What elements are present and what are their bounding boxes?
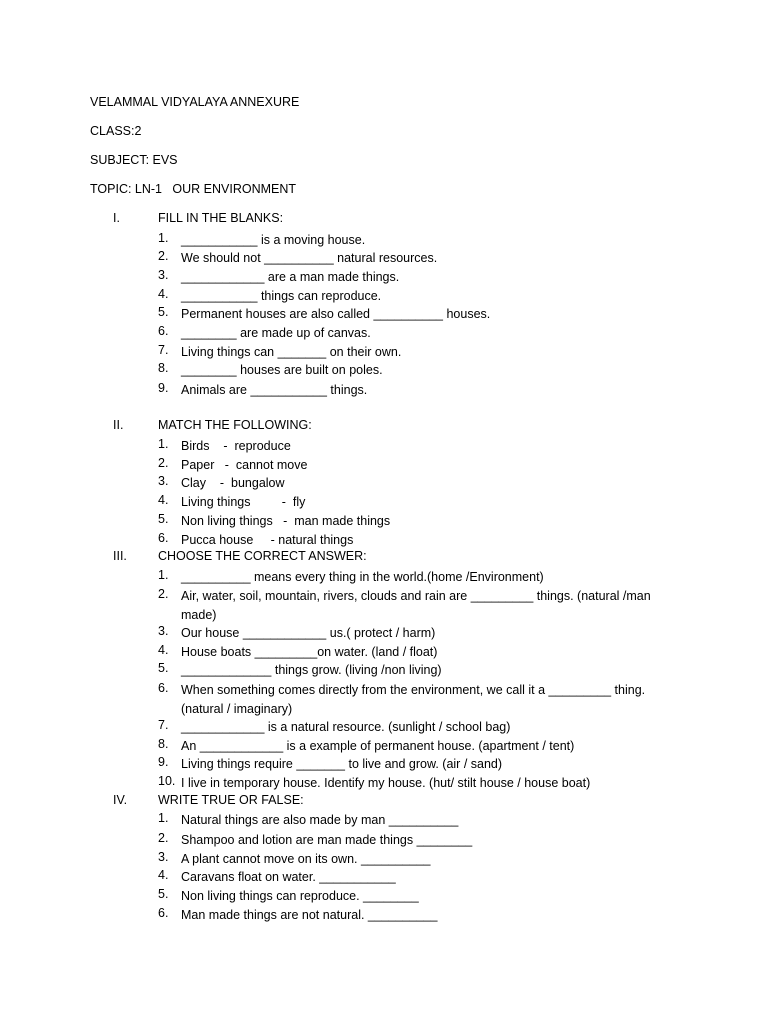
question-number: 1. [158,437,169,451]
section-numeral: IV. [113,793,128,807]
question-text: Shampoo and lotion are man made things ________ [181,833,473,847]
question-text: _____________ things grow. (living /non living) [181,663,442,677]
question-text: Non living things - man made things [181,514,391,528]
question-text: House boats _________on water. (land / float) [181,645,438,659]
question-text: We should not __________ natural resources. [181,251,438,265]
section-numeral: II. [113,418,124,432]
question-number: 8. [158,737,169,751]
question-text: A plant cannot move on its own. __________ [181,852,431,866]
question-text: ________ are made up of canvas. [181,326,371,340]
question-number: 9. [158,381,169,395]
question-number: 6. [158,681,169,695]
question-text: Animals are ___________ things. [181,383,368,397]
question-text: Pucca house - natural things [181,533,354,547]
question-number: 7. [158,718,169,732]
question-number: 5. [158,305,169,319]
class-label: CLASS:2 [90,124,142,138]
section-title: MATCH THE FOLLOWING: [158,418,312,432]
question-number: 2. [158,456,169,470]
question-number: 2. [158,249,169,263]
question-text: Living things - fly [181,495,306,509]
section-numeral: III. [113,549,127,563]
question-number: 2. [158,831,169,845]
question-number: 3. [158,474,169,488]
topic-label: TOPIC: LN-1 OUR ENVIRONMENT [90,182,297,196]
question-number: 4. [158,643,169,657]
question-number: 7. [158,343,169,357]
question-text: Living things can _______ on their own. [181,345,402,359]
section-numeral: I. [113,211,120,225]
question-text: __________ means every thing in the world.(home /Environment) [181,570,544,584]
question-number: 6. [158,531,169,545]
question-text: Permanent houses are also called __________ houses. [181,307,491,321]
question-text: Non living things can reproduce. ________ [181,889,419,903]
section-title: FILL IN THE BLANKS: [158,211,284,225]
question-text: Our house ____________ us.( protect / harm) [181,626,436,640]
question-text: ___________ is a moving house. [181,233,366,247]
question-number: 3. [158,624,169,638]
question-text: ___________ things can reproduce. [181,289,382,303]
question-text: Living things require _______ to live and grow. (air / sand) [181,757,503,771]
section-title: WRITE TRUE OR FALSE: [158,793,304,807]
question-text: ____________ are a man made things. [181,270,400,284]
question-text: ____________ is a natural resource. (sunlight / school bag) [181,720,511,734]
question-text: Natural things are also made by man __________ [181,813,459,827]
question-text: Caravans float on water. ___________ [181,870,396,884]
question-number: 2. [158,587,169,601]
question-text: Paper - cannot move [181,458,308,472]
question-text: When something comes directly from the environment, we call it a _________ thing. (natural / imaginary) [181,683,649,716]
question-number: 5. [158,512,169,526]
question-number: 5. [158,887,169,901]
question-number: 1. [158,231,169,245]
question-text: Birds - reproduce [181,439,291,453]
question-number: 1. [158,568,169,582]
question-text: Man made things are not natural. __________ [181,908,438,922]
question-text: Clay - bungalow [181,476,285,490]
question-number: 3. [158,850,169,864]
question-text: An ____________ is a example of permanent house. (apartment / tent) [181,739,575,753]
school-name: VELAMMAL VIDYALAYA ANNEXURE [90,95,300,109]
question-number: 3. [158,268,169,282]
question-number: 6. [158,324,169,338]
subject-label: SUBJECT: EVS [90,153,178,167]
question-text: ________ houses are built on poles. [181,363,383,377]
question-number: 4. [158,493,169,507]
question-number: 4. [158,868,169,882]
question-number: 10. [158,774,176,788]
question-text: I live in temporary house. Identify my house. (hut/ stilt house / house boat) [181,776,591,790]
question-number: 6. [158,906,169,920]
question-text: Air, water, soil, mountain, rivers, clouds and rain are _________ things. (natural /man made) [181,589,655,622]
question-number: 1. [158,811,169,825]
question-number: 4. [158,287,169,301]
question-number: 8. [158,361,169,375]
question-number: 9. [158,755,169,769]
question-number: 5. [158,661,169,675]
section-title: CHOOSE THE CORRECT ANSWER: [158,549,367,563]
